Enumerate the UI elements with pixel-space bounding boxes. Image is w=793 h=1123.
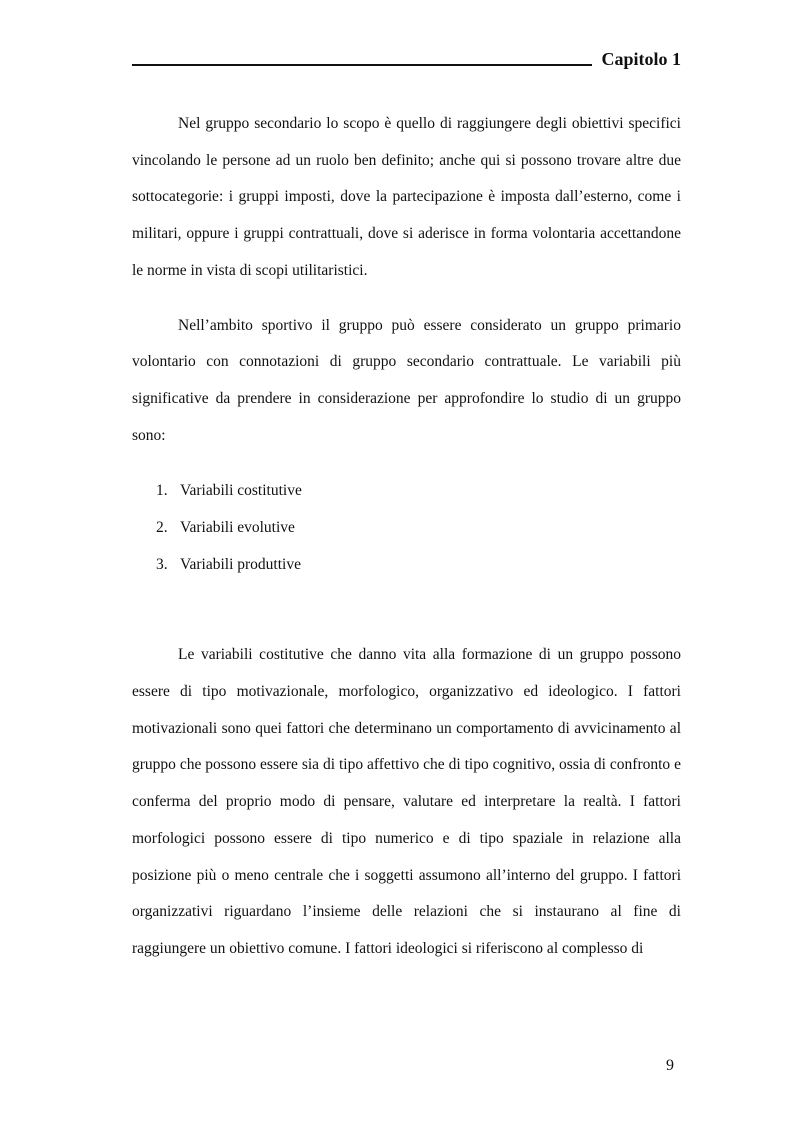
- list-item-number: 3.: [156, 556, 168, 574]
- paragraph-constitutive-variables: Le variabili costitutive che danno vita alla formazione di un gruppo possono essere di tipo motivazionale, morfologico, organizzativo ed ideologico. I fattori motivazionali sono quei fattori che determinano un comportamento di avvicinamento al gruppo che possono essere sia di tipo affettivo che di tipo cognitivo, ossia di confronto e conferma del proprio modo di pensare, valutare ed interpretare la realtà. I fattori morfologici possono essere di tipo numerico e di tipo spaziale in relazione alla posizione più o meno centrale che i soggetti assumono all’interno del gruppo. I fattori organizzativi riguardano l’insieme delle relazioni che si instaurano al fine di raggiungere un obiettivo comune. I fattori ideologici si riferiscono al complesso di: [132, 646, 681, 957]
- list-item: [156, 472, 681, 509]
- page-header: [132, 46, 681, 70]
- variables-list: [132, 472, 681, 583]
- list-item: [156, 546, 681, 583]
- page-number: 9: [666, 1057, 674, 1074]
- list-item: [156, 509, 681, 546]
- header-rule: [132, 64, 592, 66]
- list-item-text: Variabili evolutive: [180, 519, 295, 537]
- paragraph-sport-group: Nell’ambito sportivo il gruppo può essere considerato un gruppo primario volontario con connotazioni di gruppo secondario contrattuale. Le variabili più significative da prendere in considerazione per approfondire lo studio di un gruppo sono:: [132, 316, 681, 444]
- paragraph-secondary-group: Nel gruppo secondario lo scopo è quello di raggiungere degli obiettivi specifici vincolando le persone ad un ruolo ben definito; anche qui si possono trovare altre due sottocategorie: i gruppi imposti, dove la partecipazione è imposta dall’esterno, come i militari, oppure i gruppi contrattuali, dove si aderisce in forma volontaria accettandone le norme in vista di scopi utilitaristici.: [132, 115, 681, 279]
- list-item-number: 2.: [156, 519, 168, 537]
- list-item-text: Variabili costitutive: [180, 482, 302, 500]
- body-text: [132, 106, 681, 968]
- list-item-number: 1.: [156, 482, 168, 500]
- chapter-title: Capitolo 1: [601, 49, 681, 69]
- list-item-text: Variabili produttive: [180, 556, 301, 574]
